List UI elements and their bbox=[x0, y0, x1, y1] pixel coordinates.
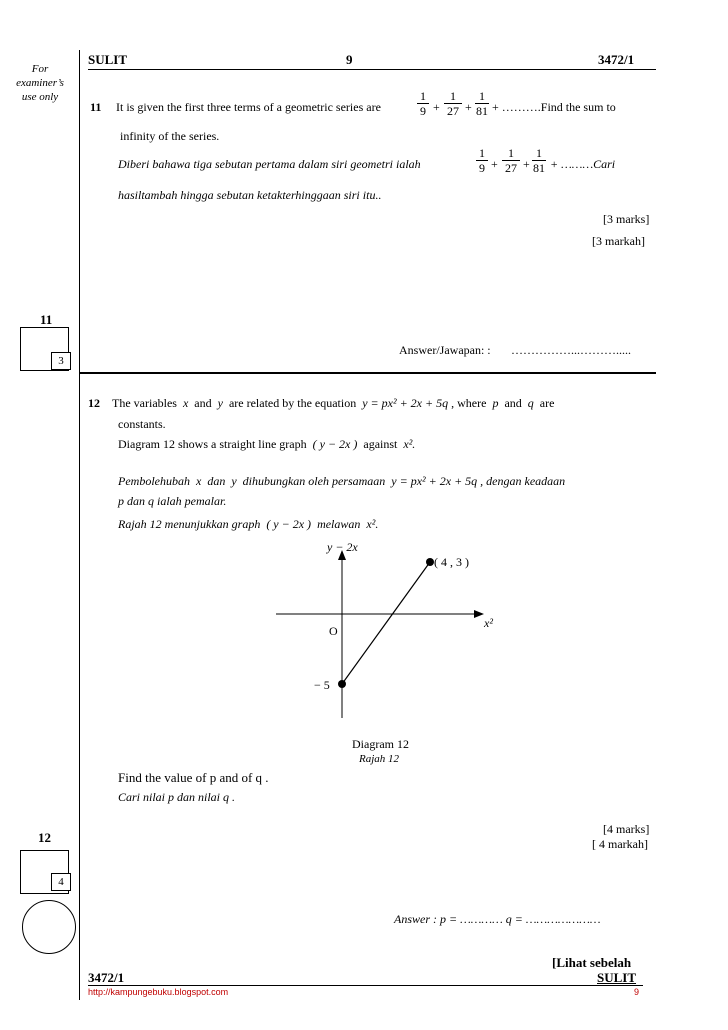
q11-separator bbox=[80, 372, 656, 374]
intercept-label: − 5 bbox=[314, 678, 330, 692]
header-page-number: 9 bbox=[346, 52, 353, 67]
footer-code: 3472/1 bbox=[88, 970, 125, 985]
q12-marks-en: [4 marks] bbox=[603, 822, 650, 836]
y-axis-label: y − 2x bbox=[327, 540, 358, 554]
q11-text-my-1: Diberi bahawa tiga sebutan pertama dalam siri geometri ialah bbox=[118, 157, 421, 171]
q12-my1: Pembolehubah x dan y dihubungkan oleh persamaan y = px² + 2x + 5q , dengan keadaan bbox=[118, 474, 566, 488]
q11-plus-1: + bbox=[433, 100, 440, 114]
header-underline bbox=[88, 69, 656, 70]
q12-line3: Diagram 12 shows a straight line graph ( y − 2x ) against x². bbox=[118, 437, 416, 451]
q11-text-my-2: hasiltambah hingga sebutan ketakterhinggaan siri itu.. bbox=[118, 188, 382, 202]
q11-my-plus-1: + bbox=[491, 157, 498, 171]
examiner-label: For examiner’s use only bbox=[16, 63, 64, 103]
q12-box-number: 12 bbox=[38, 830, 51, 845]
footer-lihat: [Lihat sebelah bbox=[552, 955, 632, 970]
q11-answer-dots: ……………...………..... bbox=[511, 343, 631, 357]
q11-answer-label: Answer/Jawapan: : bbox=[399, 343, 491, 357]
q12-find-my: Cari nilai p dan nilai q . bbox=[118, 790, 236, 804]
diagram-caption-en: Diagram 12 bbox=[352, 737, 409, 751]
diagram-caption-my: Rajah 12 bbox=[359, 753, 400, 765]
q12-marks-box: 4 bbox=[51, 873, 71, 891]
point-4-3 bbox=[426, 558, 434, 566]
q12-marks-my: [ 4 markah] bbox=[592, 837, 648, 851]
footer-url[interactable]: http://kampungebuku.blogspot.com bbox=[88, 987, 229, 997]
q11-my-plus-2: + bbox=[523, 157, 530, 171]
footer-rule bbox=[88, 985, 643, 986]
q12-answer: Answer : p = ………… q = ………………… bbox=[394, 912, 601, 926]
q11-frac-3: 1 81 bbox=[476, 89, 488, 118]
footer-sulit: SULIT bbox=[597, 970, 637, 985]
origin-label: O bbox=[329, 624, 338, 638]
x-axis-label: x² bbox=[484, 616, 493, 630]
q12-my3: Rajah 12 menunjukkan graph ( y − 2x ) melawan x². bbox=[118, 517, 379, 531]
footer-page: 9 bbox=[634, 987, 640, 997]
examiner-circle bbox=[22, 900, 76, 954]
q11-marks-box: 3 bbox=[51, 352, 71, 370]
margin-rule bbox=[79, 50, 80, 1000]
q12-my2: p dan q ialah pemalar. bbox=[118, 494, 227, 508]
q11-text-en-2: infinity of the series. bbox=[120, 129, 220, 143]
graph-line bbox=[342, 562, 430, 684]
diagram-12 bbox=[270, 536, 510, 726]
q11-my-frac-1: 1 9 bbox=[475, 146, 489, 175]
q11-text-en-1: It is given the first three terms of a geometric series are bbox=[116, 100, 381, 114]
x-axis-arrow bbox=[474, 610, 484, 618]
q12-number: 12 bbox=[88, 396, 100, 410]
header-sulit: SULIT bbox=[88, 52, 128, 67]
q12-line1: The variables x and y are related by the equation y = px² + 2x + 5q , where p and q are bbox=[112, 396, 555, 410]
q11-marks-en: [3 marks] bbox=[603, 212, 650, 226]
q11-box-number: 11 bbox=[40, 312, 53, 327]
q12-line2: constants. bbox=[118, 417, 166, 431]
point-label: ( 4 , 3 ) bbox=[434, 555, 469, 569]
q11-frac-1: 1 9 bbox=[416, 89, 430, 118]
q11-frac-2: 1 27 bbox=[443, 89, 463, 118]
q11-text-my-tail: + ………Cari bbox=[550, 157, 616, 171]
q11-marks-my: [3 markah] bbox=[592, 234, 645, 248]
q11-my-frac-2: 1 27 bbox=[501, 146, 521, 175]
q11-text-en-tail: + ……….Find the sum to bbox=[492, 100, 616, 114]
q11-my-frac-3: 1 81 bbox=[533, 146, 545, 175]
point-intercept bbox=[338, 680, 346, 688]
q12-find-en: Find the value of p and of q . bbox=[118, 770, 269, 785]
header-code: 3472/1 bbox=[598, 52, 635, 67]
q11-plus-2: + bbox=[465, 100, 472, 114]
q11-number: 11 bbox=[90, 100, 102, 114]
